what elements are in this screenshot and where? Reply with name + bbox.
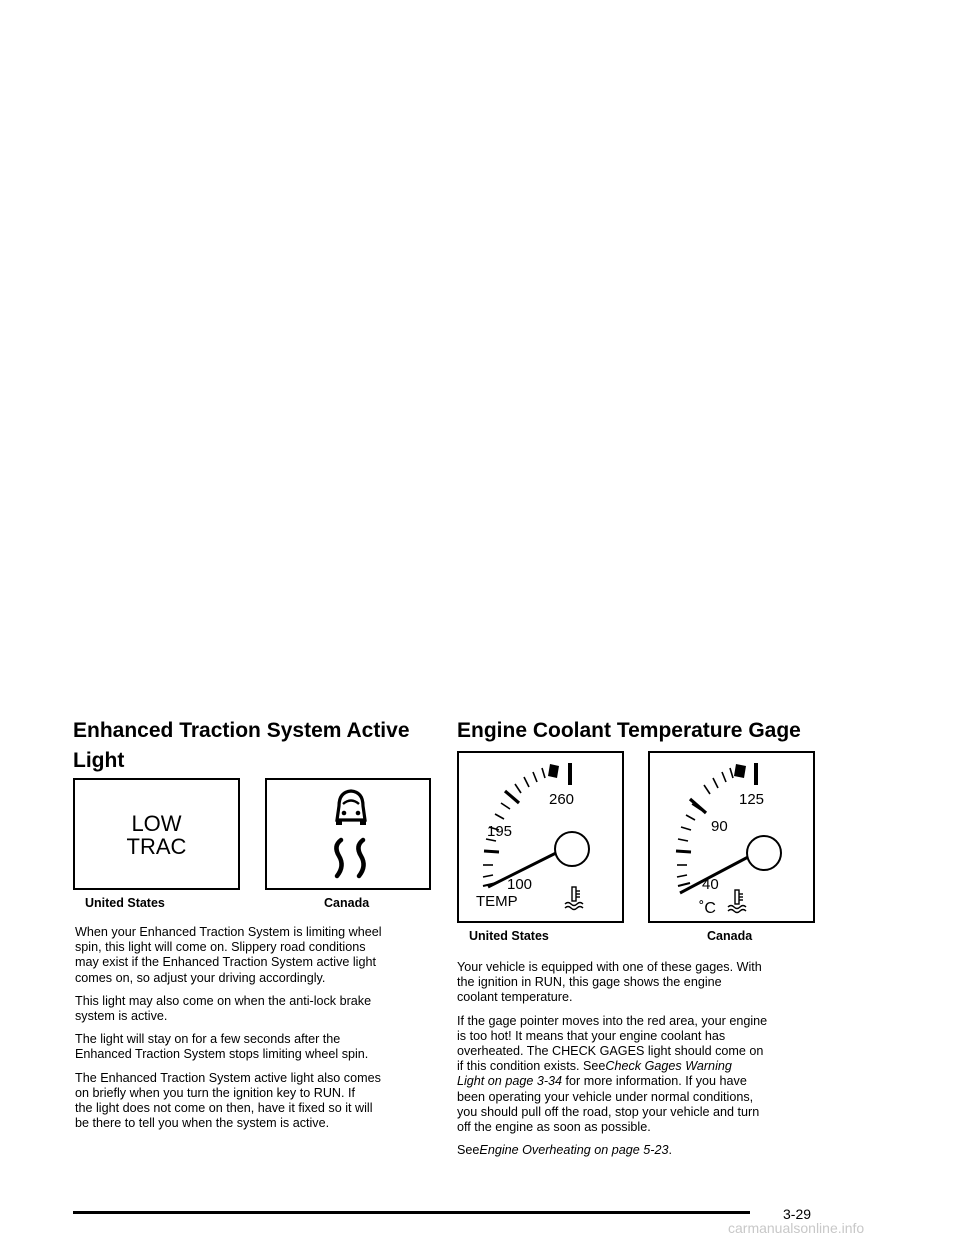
cross-reference-link: Engine Overheating on page 5-23	[479, 1143, 669, 1158]
gage-ca-high-label: 125	[739, 791, 765, 808]
left-column	[73, 716, 433, 776]
paragraph: When your Enhanced Traction System is limiting wheel spin, this light will come on. Slippery road conditions may exist if the Enhanced Traction System active light comes on, so adjust your driving accordingly.	[75, 925, 382, 985]
heading-line-1: Enhanced Traction System Active	[73, 719, 410, 742]
coolant-body-text	[457, 960, 827, 1158]
skidding-car-icon	[267, 780, 429, 888]
gage-us-low-label: 100	[507, 876, 533, 893]
gage-us-high-label: 260	[549, 791, 575, 808]
gage-ca-low-label: 40	[702, 876, 719, 893]
caption-united-states-right: United States	[469, 929, 549, 943]
gage-us-temp-label: TEMP	[476, 893, 518, 910]
paragraph: If the gage pointer moves into the red area, your engine is too hot! It means that your engine coolant has overheated. The CHECK GAGES light should come on if this condition exists. SeeCheck Gages Warning Light on page 3-34 for more information. If you have been operating your vehicle under normal conditions, you should pull off the road, stop your vehicle and turn off the engine as soon as possible.	[457, 1013, 768, 1135]
paragraph: Your vehicle is equipped with one of these gages. With the ignition in RUN, this gage shows the engine coolant temperature.	[457, 960, 762, 1005]
page-number: 3-29	[783, 1206, 812, 1222]
temp-gage-us-dial	[459, 753, 622, 921]
cross-reference-link: Light on page 3-34	[457, 1074, 563, 1089]
gage-ca-unit-label: ˚C	[699, 900, 716, 917]
heading-line-2: Light	[73, 749, 125, 772]
paragraph: The Enhanced Traction System active light also comes on briefly when you turn the ignition key to RUN. If the light does not come on then, have it fixed so it will be there to tell you when the system is active.	[75, 1070, 381, 1131]
paragraph: SeeEngine Overheating on page 5-23.	[457, 1143, 672, 1158]
low-trac-light-figure	[73, 778, 240, 890]
section-heading-traction	[73, 716, 433, 776]
section-heading-coolant: Engine Coolant Temperature Gage	[457, 719, 801, 742]
temp-gage-canada-dial	[650, 753, 813, 921]
us-temp-gage-figure	[457, 751, 624, 923]
canada-temp-gage-figure	[648, 751, 815, 923]
red-zone-marker	[548, 764, 559, 778]
caption-canada-right: Canada	[707, 929, 753, 943]
low-label: LOW	[131, 811, 182, 836]
cross-reference-link: Check Gages Warning	[605, 1059, 732, 1074]
gage-hub	[747, 836, 781, 870]
paragraph: This light may also come on when the anti-lock brake system is active.	[75, 993, 372, 1024]
paragraph: The light will stay on for a few seconds after the Enhanced Traction System stops limiting wheel spin.	[75, 1032, 369, 1062]
gage-hub	[555, 832, 589, 866]
watermark: carmanualsonline.info	[728, 1220, 865, 1236]
footer-rule	[73, 1211, 750, 1214]
low-trac-text	[75, 812, 238, 858]
traction-body-text	[75, 925, 433, 1131]
gage-us-mid-label: 195	[487, 823, 513, 840]
traction-icon-figure	[265, 778, 431, 890]
trac-label: TRAC	[126, 834, 187, 859]
coolant-symbol-icon	[728, 890, 746, 913]
caption-canada-left: Canada	[324, 896, 370, 910]
gage-ca-mid-label: 90	[711, 818, 728, 835]
red-zone-marker	[734, 764, 746, 778]
coolant-symbol-icon	[565, 887, 583, 910]
caption-united-states-left: United States	[85, 896, 165, 910]
